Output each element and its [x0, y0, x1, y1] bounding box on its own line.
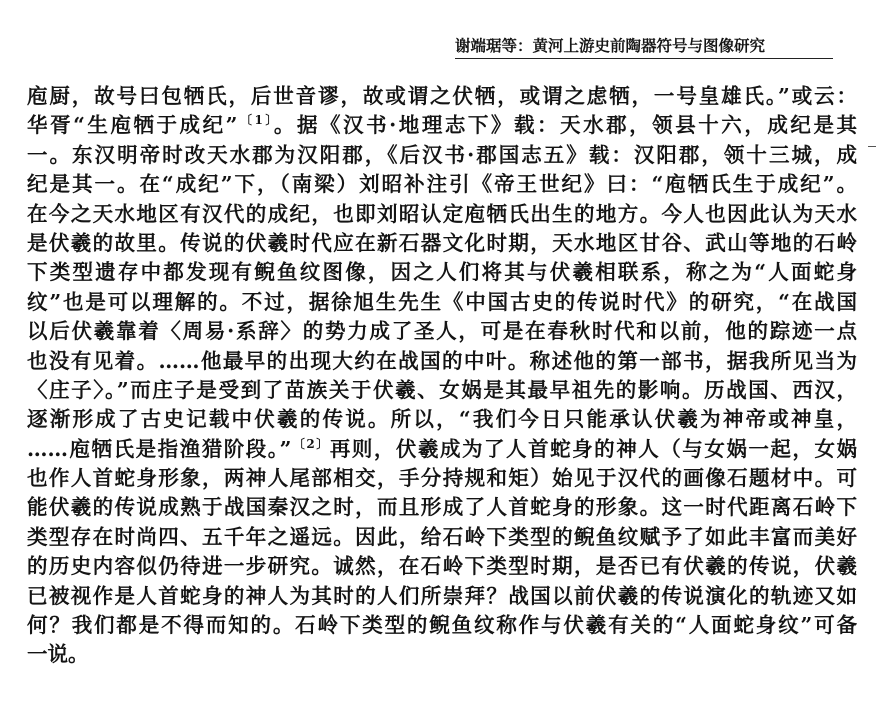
text-line-11: 〈庄子〉。”而庄子是受到了苗族关于伏羲、女娲是其最早祖先的影响。历战国、西汉， [27, 377, 857, 402]
text-line-13-start: ……庖牺氏是指渔猎阶段。” [27, 436, 292, 461]
text-line-2-start: 华胥“生庖牺于成纪” [27, 113, 238, 138]
text-line-1: 庖厨，故号曰包牺氏，后世音谬，故或谓之伏牺，或谓之虑牺，一号皇雄氏。”或云： [27, 84, 857, 108]
text-line-15: 能伏羲的传说成熟于战国秦汉之时，而且形成了人首蛇身的形象。这一时代距离石岭下 [27, 495, 857, 520]
margin-tick-mark [868, 146, 876, 147]
text-line-4: 纪是其一。在“成纪”下，（南梁）刘昭补注引《帝王世纪》曰：“庖牺氏生于成纪”。 [27, 172, 857, 197]
text-line-7: 下类型遗存中都发现有鲵鱼纹图像，因之人们将其与伏羲相联系，称之为“人面蛇身 [27, 260, 857, 285]
text-line-14: 也作人首蛇身形象，两神人尾部相交，手分持规和矩）始见于汉代的画像石题材中。可 [27, 466, 857, 491]
text-line-9: 以后伏羲靠着〈周易·系辞〉的势力成了圣人，可是在春秋时代和以前，他的踪迹一点 [27, 319, 857, 344]
text-line-6: 是伏羲的故里。传说的伏羲时代应在新石器文化时期，天水地区甘谷、武山等地的石岭 [27, 230, 857, 255]
running-header-title: 谢端琚等：黄河上游史前陶器符号与图像研究 [455, 36, 766, 55]
text-line-3: 一。东汉明帝时改天水郡为汉阳郡，《后汉书·郡国志五》载：汉阳郡，领十三城，成 [27, 142, 857, 167]
text-line-12: 逐渐形成了古史记载中伏羲的传说。所以，“我们今日只能承认伏羲为神帝或神皇， [27, 407, 857, 432]
text-line-2-end: 。据《汉书·地理志下》载：天水郡，领县十六，成纪是其 [273, 113, 857, 138]
text-line-19: 何？我们都是不得而知的。石岭下类型的鲵鱼纹称作与伏羲有关的“人面蛇身纹”可备 [27, 613, 857, 638]
text-line-10: 也没有见着。……他最早的出现大约在战国的中叶。称述他的第一部书，据我所见当为 [27, 348, 857, 373]
text-line-5: 在今之天水地区有汉代的成纪，也即刘昭认定庖牺氏出生的地方。今人也因此认为天水 [27, 201, 857, 226]
text-line-18: 已被视作是人首蛇身的神人为其时的人们所崇拜？战国以前伏羲的传说演化的轨迹又如 [27, 583, 857, 608]
body-paragraph [27, 82, 857, 670]
text-line-13-end: 再则，伏羲成为了人首蛇身的神人（与女娲一起，女娲 [329, 436, 857, 461]
footnote-ref-2: 〔2〕 [291, 436, 330, 451]
text-line-20: 一说。 [27, 642, 89, 667]
text-line-17: 的历史内容似仍待进一步研究。诚然，在石岭下类型时期，是否已有伏羲的传说，伏羲 [27, 554, 857, 579]
text-line-2 [27, 111, 857, 140]
text-line-16: 类型存在时尚四、五千年之遥远。因此，给石岭下类型的鲵鱼纹赋予了如此丰富而美好 [27, 524, 857, 549]
text-line-13 [27, 435, 857, 464]
header-underline [455, 58, 833, 59]
text-line-8: 纹”也是可以理解的。不过，据徐旭生先生《中国古史的传说时代》的研究，“在战国 [27, 289, 857, 314]
footnote-ref-1: 〔1〕 [237, 113, 274, 128]
